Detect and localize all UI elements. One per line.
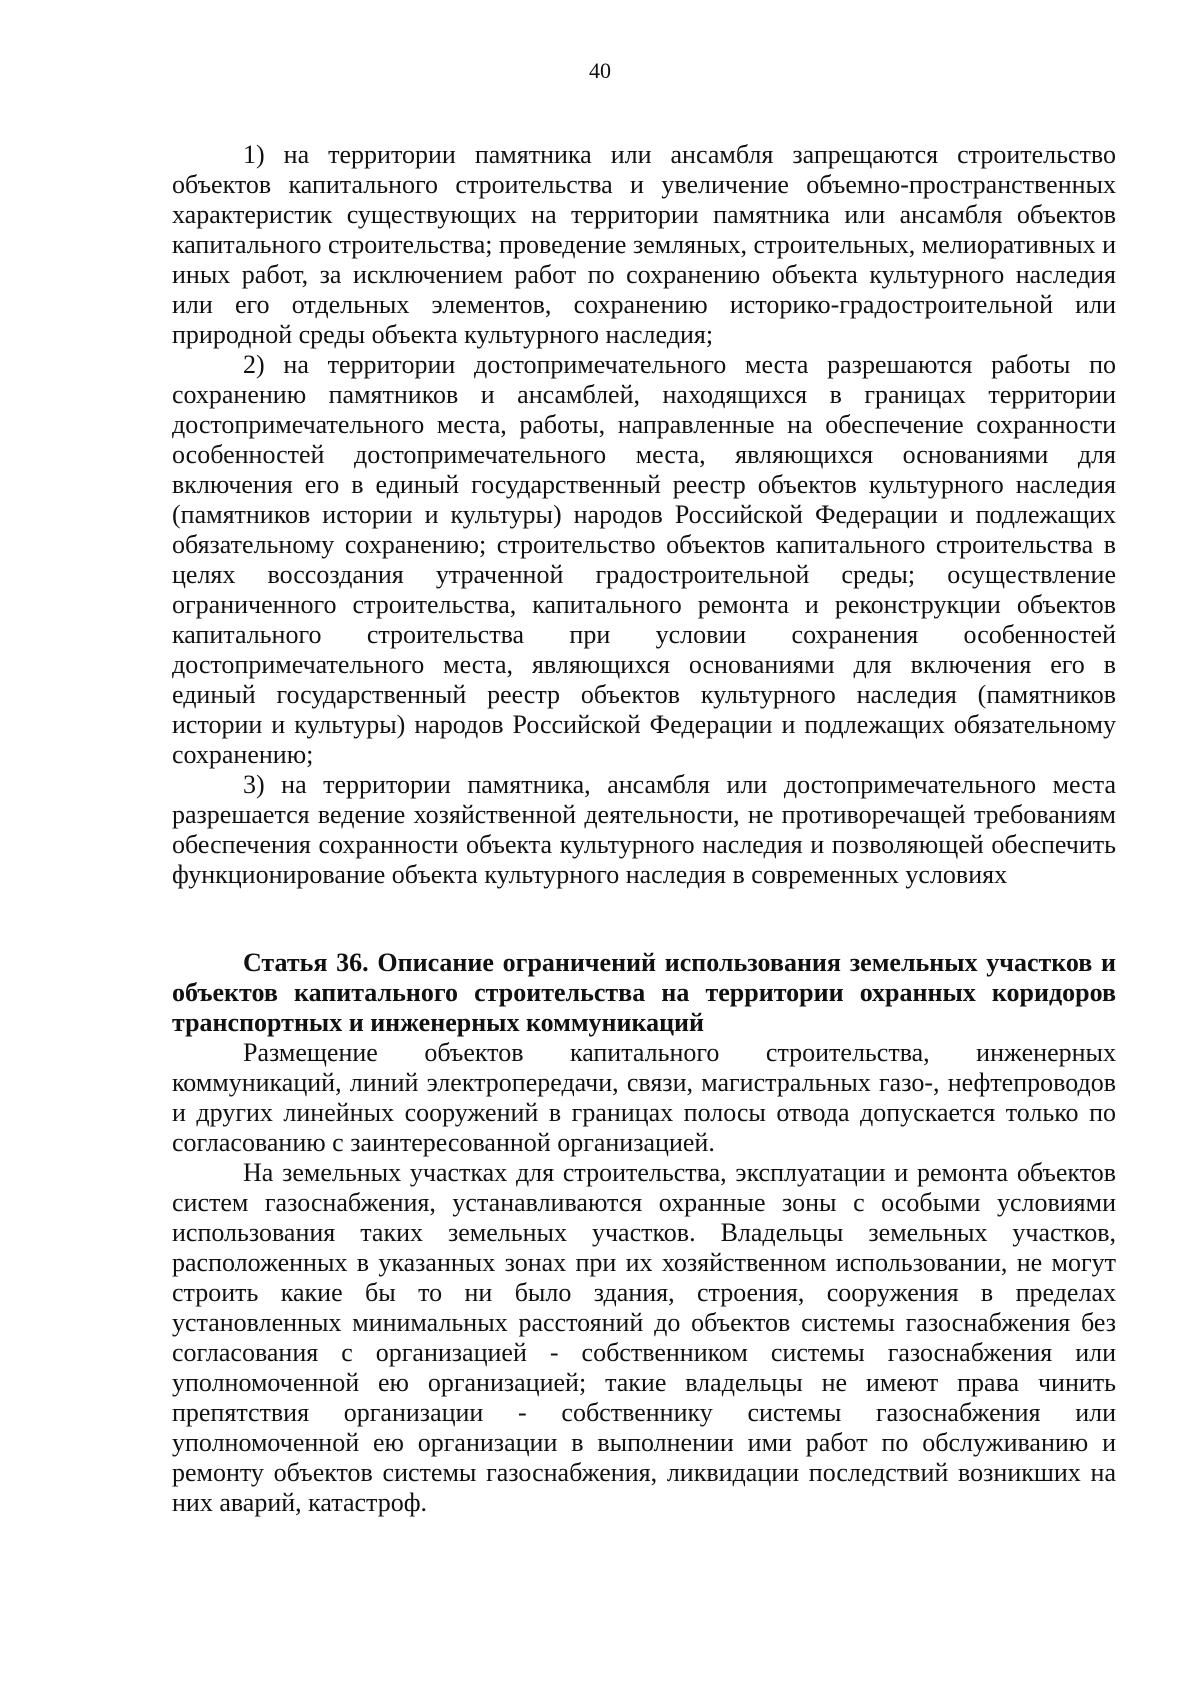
article-heading: Статья 36. Описание ограничений использования земельных участков и объектов капитального строительства на территории охранных коридоров транспортных и инженерных коммуникаций bbox=[172, 948, 1116, 1037]
page-number: 40 bbox=[589, 58, 611, 83]
paragraph-item-2: 2) на территории достопримечательного места разрешаются работы по сохранению памятников и ансамблей, находящихся в границах территории достопримечательного места, работы, направленные на обеспечение сохранности особенностей достопримечательного места, являющихся основаниями для включения его в единый государственный реестр объектов культурного наследия (памятников истории и культуры) народов Российской Федерации и подлежащих обязательному сохранению; строительство объектов капитального строительства в целях воссоздания утраченной градостроительной среды; осуществление ограниченного строительства, капитального ремонта и реконструкции объектов капитального строительства при условии сохранения особенностей достопримечательного места, являющихся основаниями для включения его в единый государственный реестр объектов культурного наследия (памятников истории и культуры) народов Российской Федерации и подлежащих обязательному сохранению; bbox=[172, 350, 1116, 769]
paragraph-item-1: 1) на территории памятника или ансамбля запрещаются строительство объектов капитального строительства и увеличение объемно-пространственных характеристик существующих на территории памятника или ансамбля объектов капитального строительства; проведение земляных, строительных, мелиоративных и иных работ, за исключением работ по сохранению объекта культурного наследия или его отдельных элементов, сохранению историко-градостроительной или природной среды объекта культурного наследия; bbox=[172, 140, 1116, 349]
document-body bbox=[172, 140, 1116, 1518]
paragraph-item-3: 3) на территории памятника, ансамбля или достопримечательного места разрешается ведение хозяйственной деятельности, не противоречащей требованиям обеспечения сохранности объекта культурного наследия и позволяющей обеспечить функционирование объекта культурного наследия в современных условиях bbox=[172, 770, 1116, 889]
paragraph-gas-protection-zones: На земельных участках для строительства, эксплуатации и ремонта объектов систем газоснабжения, устанавливаются охранные зоны с особыми условиями использования таких земельных участков. Владельцы земельных участков, расположенных в указанных зонах при их хозяйственном использовании, не могут строить какие бы то ни было здания, строения, сооружения в пределах установленных минимальных расстояний до объектов системы газоснабжения без согласования с организацией - собственником системы газоснабжения или уполномоченной ею организацией; такие владельцы не имеют права чинить препятствия организации - собственнику системы газоснабжения или уполномоченной ею организации в выполнении ими работ по обслуживанию и ремонту объектов системы газоснабжения, ликвидации последствий возникших на них аварий, катастроф. bbox=[172, 1158, 1116, 1517]
paragraph-placement-rules: Размещение объектов капитального строительства, инженерных коммуникаций, линий электропередачи, связи, магистральных газо-, нефтепроводов и других линейных сооружений в границах полосы отвода допускается только по согласованию с заинтересованной организацией. bbox=[172, 1038, 1116, 1157]
